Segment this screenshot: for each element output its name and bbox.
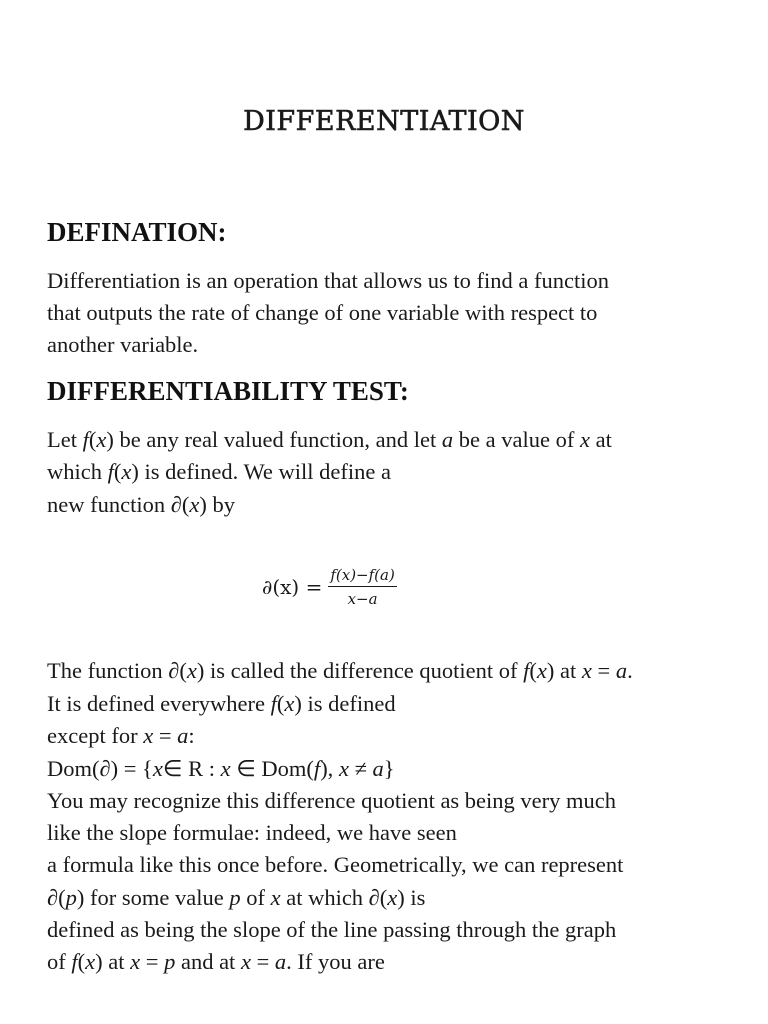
- page-title: DIFFERENTIATION: [243, 106, 525, 137]
- definition-line-1: Differentiation is an operation that allows us to find a function: [47, 268, 609, 293]
- body-line-2: It is defined everywhere f(x) is defined: [47, 691, 396, 716]
- test-line-1: Let f(x) be any real valued function, and let a be a value of x at: [47, 427, 612, 452]
- body-line-6: like the slope formulae: indeed, we have seen: [47, 820, 457, 845]
- formula-numerator: f(x)−f(a): [328, 566, 396, 587]
- difference-quotient-formula: [262, 566, 397, 608]
- differentiability-test-heading: DIFFERENTIABILITY TEST:: [47, 376, 409, 406]
- test-line-3: new function ∂(x) by: [47, 492, 235, 517]
- body-line-7: a formula like this once before. Geometrically, we can represent: [47, 852, 624, 877]
- body-line-9: defined as being the slope of the line passing through the graph: [47, 917, 617, 942]
- body-line-5: You may recognize this difference quotient as being very much: [47, 788, 617, 813]
- body-line-4-domain: Dom(∂) = {x∈ R : x ∈ Dom(f), x ≠ a}: [47, 756, 395, 781]
- definition-heading: DEFINATION:: [47, 217, 227, 247]
- body-line-8: ∂(p) for some value p of x at which ∂(x) is: [47, 885, 426, 910]
- formula-denominator: x−a: [347, 590, 378, 608]
- body-line-1: The function ∂(x) is called the difference quotient of f(x) at x = a.: [47, 658, 633, 683]
- formula-fraction: [328, 566, 396, 608]
- test-line-2: which f(x) is defined. We will define a: [47, 459, 391, 484]
- definition-line-3: another variable.: [47, 332, 199, 357]
- formula-lhs: ∂(x) =: [262, 575, 323, 599]
- body-line-10: of f(x) at x = p and at x = a. If you are: [47, 949, 385, 974]
- body-line-3: except for x = a:: [47, 723, 195, 748]
- definition-line-2: that outputs the rate of change of one variable with respect to: [47, 300, 598, 325]
